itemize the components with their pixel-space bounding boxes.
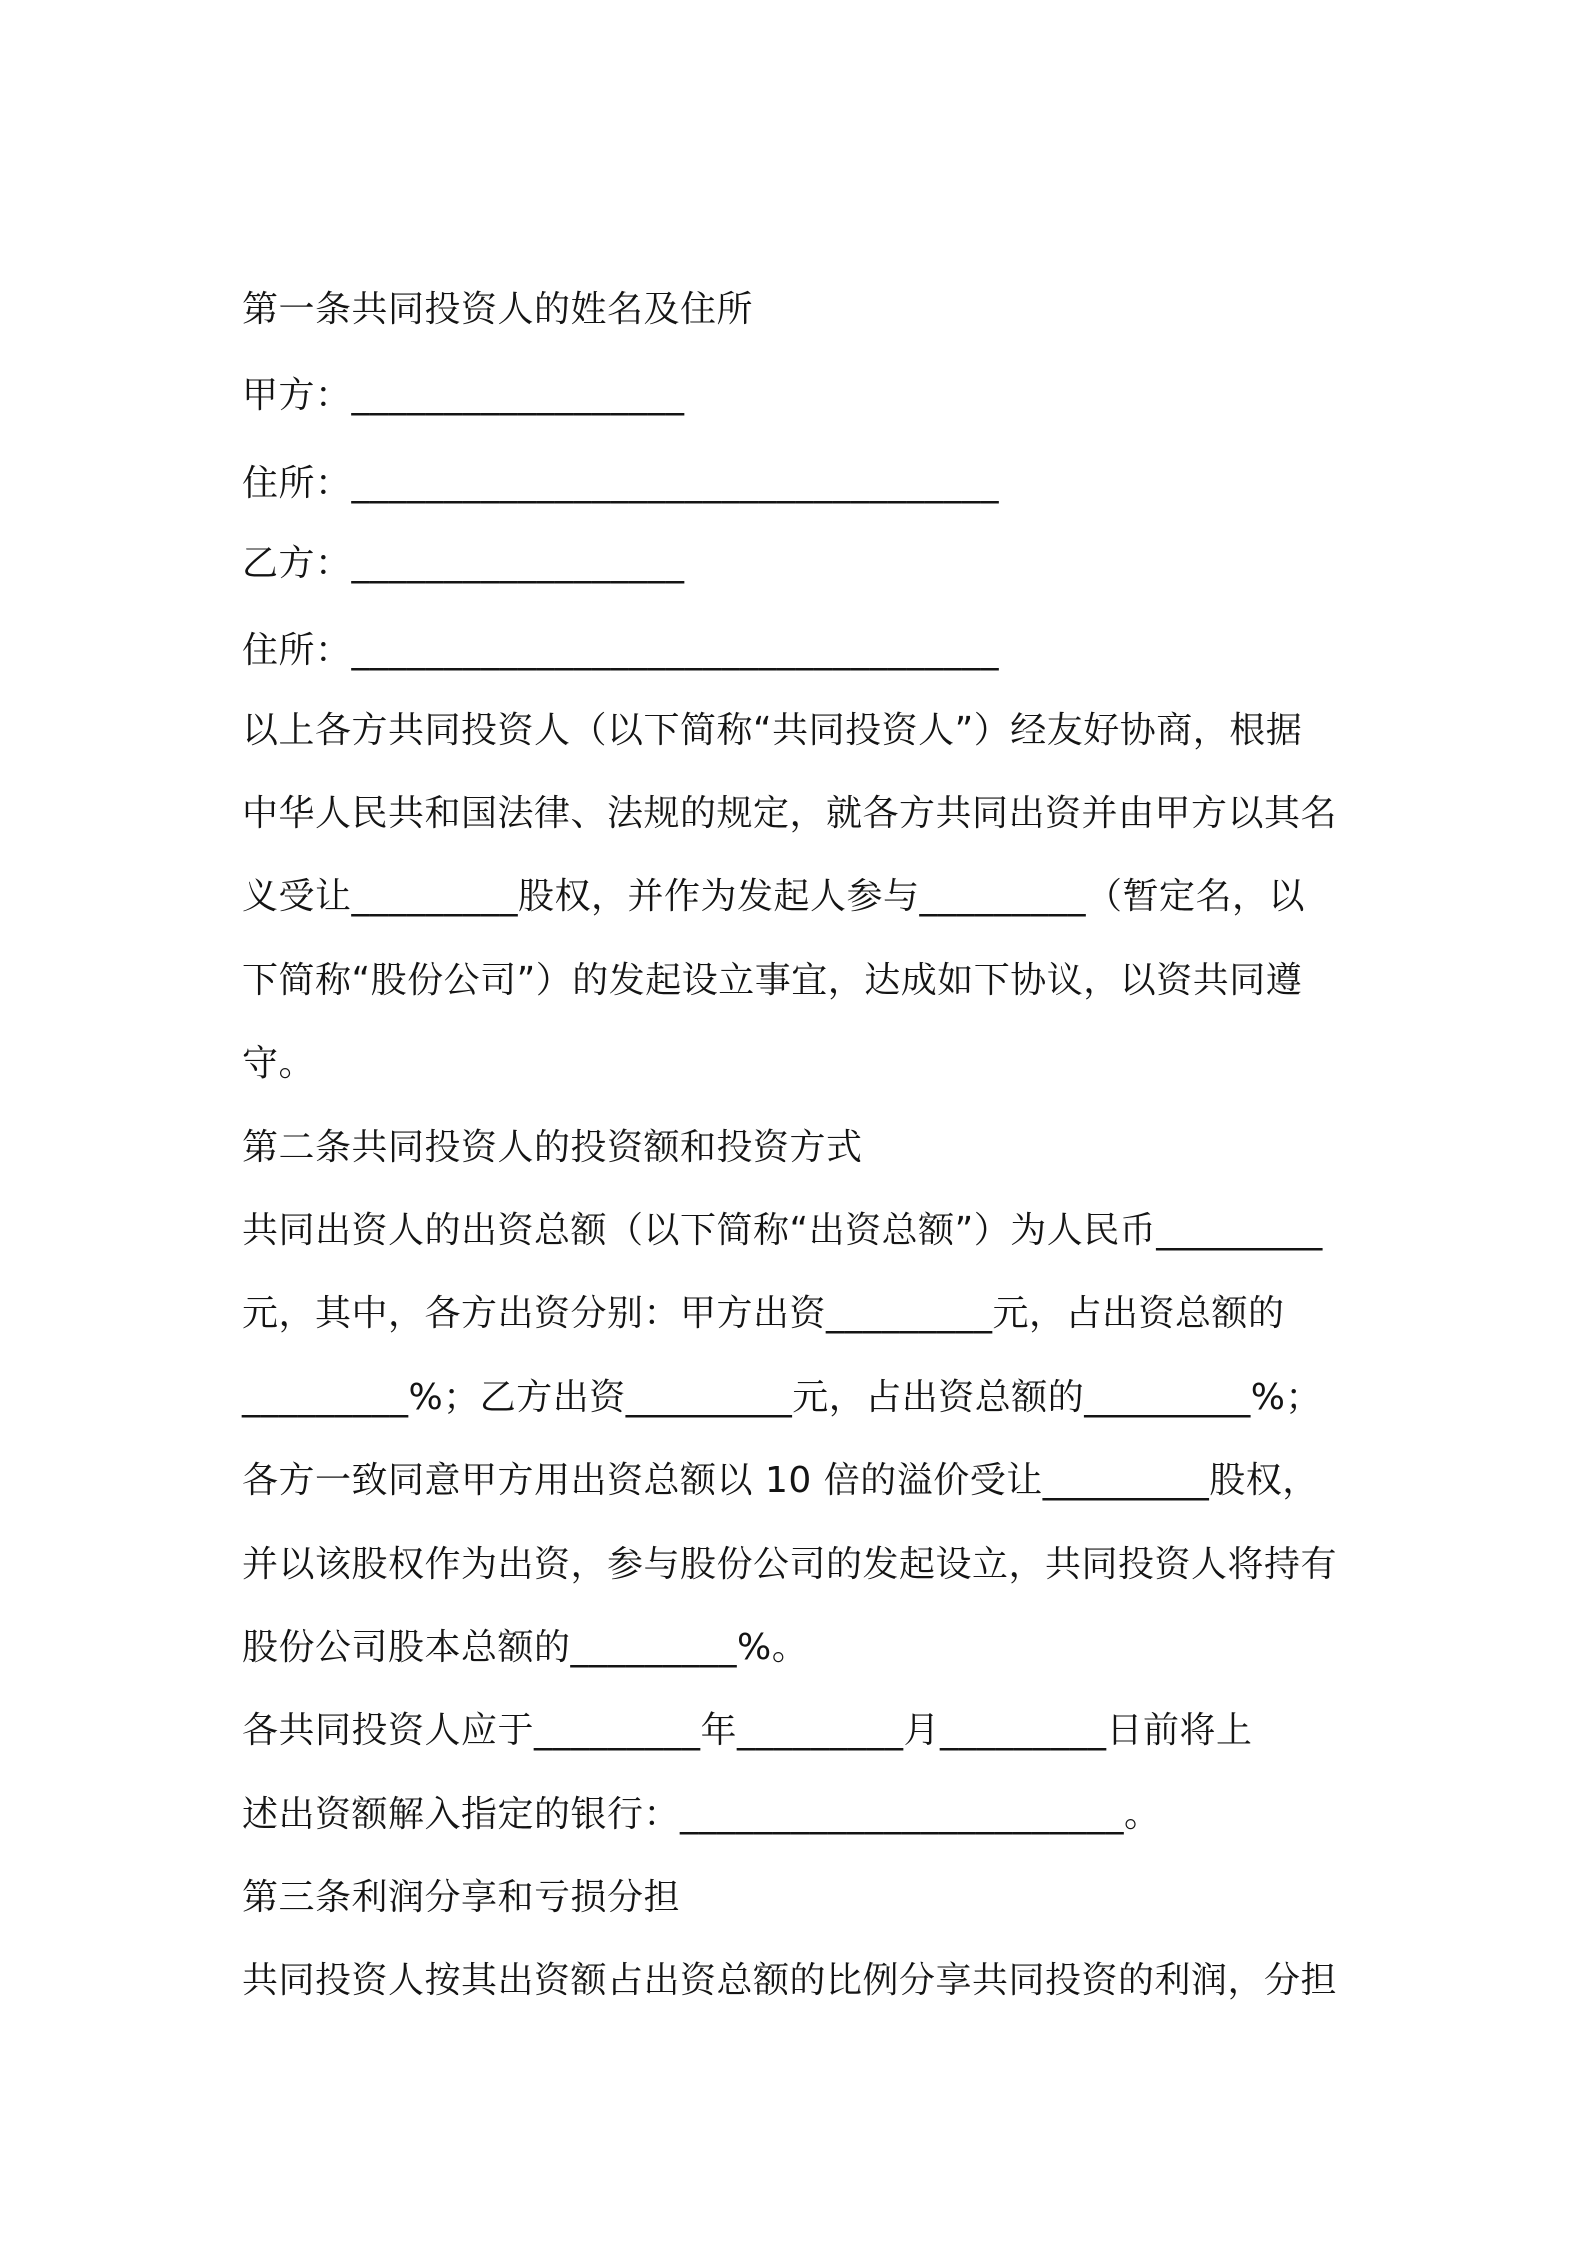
paragraph-line: 以上各方共同投资人（以下简称“共同投资人”）经友好协商，根据 [242,710,1303,751]
paragraph-line: 述出资额解入指定的银行：________________________。 [242,1794,1161,1835]
article-3-heading: 第三条利润分享和亏损分担 [242,1877,681,1918]
paragraph-line: 共同投资人按其出资额占出资总额的比例分享共同投资的利润，分担 [242,1960,1338,2001]
paragraph-line: 守。 [242,1043,316,1084]
party-b-name-field: 乙方：__________________ [242,543,685,584]
paragraph-line: _________%；乙方出资_________元，占出资总额的_________%； [242,1377,1322,1418]
paragraph-line: 各方一致同意甲方用出资总额以 10 倍的溢价受让_________股权， [242,1460,1319,1501]
paragraph-line: 股份公司股本总额的_________%。 [242,1627,809,1668]
party-a-address-field: 住所：___________________________________ [242,463,1000,504]
party-b-address-field: 住所：___________________________________ [242,630,1000,671]
article-2-heading: 第二条共同投资人的投资额和投资方式 [242,1127,863,1168]
paragraph-line: 下简称“股份公司”）的发起设立事宜，达成如下协议，以资共同遵 [242,960,1303,1001]
paragraph-line: 并以该股权作为出资，参与股份公司的发起设立，共同投资人将持有 [242,1544,1338,1585]
paragraph-line: 各共同投资人应于_________年_________月_________日前将上 [242,1710,1253,1751]
article-1-heading: 第一条共同投资人的姓名及住所 [242,289,754,330]
paragraph-line: 共同出资人的出资总额（以下简称“出资总额”）为人民币_________ [242,1210,1323,1251]
paragraph-line: 中华人民共和国法律、法规的规定，就各方共同出资并由甲方以其名 [242,793,1338,834]
paragraph-line: 义受让_________股权，并作为发起人参与_________（暂定名，以 [242,876,1306,917]
paragraph-line: 元，其中，各方出资分别：甲方出资_________元，占出资总额的 [242,1293,1285,1334]
party-a-name-field: 甲方：__________________ [242,375,685,416]
